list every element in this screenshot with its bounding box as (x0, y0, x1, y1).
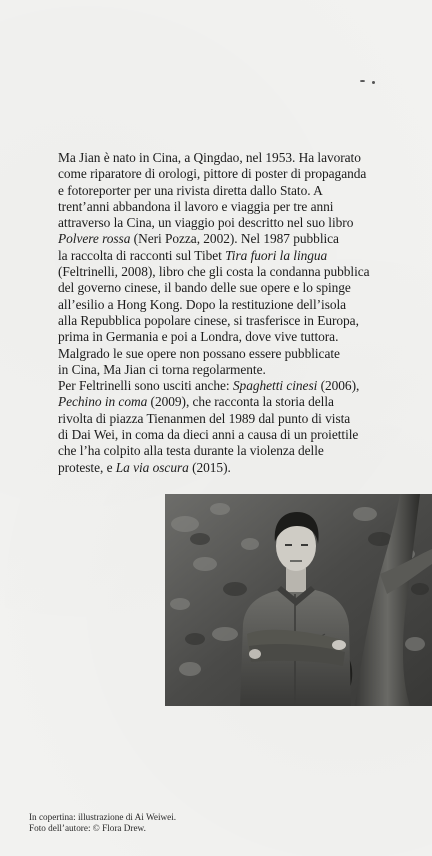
bio-text: (2015). (188, 459, 231, 475)
bio-text: Ma Jian è nato in Cina, a Qingdao, nel 1953. Ha lavorato (58, 150, 361, 165)
book-title: Pechino in coma (58, 394, 148, 410)
book-title: La via oscura (115, 459, 189, 475)
bio-line (58, 346, 416, 362)
bio-text: attraverso la Cina, un viaggio poi descritto nel suo libro (58, 215, 354, 231)
bio-text: come riparatore di orologi, pittore di poster di propaganda (58, 166, 367, 182)
bio-line (58, 199, 416, 215)
book-title: Tira fuori la lingua (225, 247, 328, 263)
bio-text: del governo cinese, il bando delle sue opere e lo spinge (58, 280, 351, 296)
bio-line (58, 313, 416, 329)
bio-line (58, 427, 416, 443)
author-biography (58, 150, 416, 476)
book-title: Spaghetti cinesi (232, 378, 318, 394)
bio-line (58, 460, 416, 476)
bio-text: alla Repubblica popolare cinese, si trasferisce in Europa, (58, 312, 359, 328)
bio-line (58, 280, 416, 296)
bio-line (58, 150, 416, 166)
bio-line (58, 329, 416, 345)
bio-text: prima in Germania e poi a Londra, dove vive tuttora. (58, 329, 339, 345)
bio-line (58, 443, 416, 459)
bio-line (58, 411, 416, 427)
bio-text: (2009), che racconta la storia della (147, 394, 334, 410)
bio-text: che l’ha colpito alla testa durante la violenza delle (58, 443, 324, 459)
bio-text: (Feltrinelli, 2008), libro che gli costa la condanna pubblica (58, 264, 370, 280)
bio-text: (2006), (317, 378, 360, 394)
credits (29, 812, 176, 834)
bio-text: all’esilio a Hong Kong. Dopo la restituzione dell’isola (58, 296, 347, 312)
bio-line (58, 183, 416, 199)
bio-line (58, 231, 416, 247)
bio-text: rivolta di piazza Tienanmen del 1989 dal punto di vista (58, 410, 351, 426)
bio-line (58, 215, 416, 231)
bio-text: trent’anni abbandona il lavoro e viaggia per tre anni (58, 198, 334, 214)
bio-line (58, 248, 416, 264)
bio-text: proteste, e (58, 459, 116, 475)
bio-line (58, 166, 416, 182)
bio-text: Malgrado le sue opere non possano essere pubblicate (58, 345, 340, 361)
bio-line (58, 297, 416, 313)
bio-text: di Dai Wei, in coma da dieci anni a causa di un proiettile (58, 427, 359, 443)
bio-text: in Cina, Ma Jian ci torna regolarmente. (58, 361, 266, 377)
print-speck (360, 78, 382, 84)
photo-credit: Foto dell’autore: © Flora Drew. (29, 823, 146, 834)
bio-line (58, 394, 416, 410)
bio-text: la raccolta di racconti sul Tibet (58, 247, 226, 263)
bio-line (58, 264, 416, 280)
author-photo (165, 494, 432, 706)
bio-line (58, 378, 416, 394)
bio-text: e fotoreporter per una rivista diretta dallo Stato. A (58, 182, 323, 198)
bio-text: (Neri Pozza, 2002). Nel 1987 pubblica (130, 231, 339, 247)
cover-credit: In copertina: illustrazione di Ai Weiwei. (29, 812, 177, 822)
bio-line (58, 362, 416, 378)
book-title: Polvere rossa (58, 231, 131, 247)
bio-text: Per Feltrinelli sono usciti anche: (58, 378, 233, 394)
